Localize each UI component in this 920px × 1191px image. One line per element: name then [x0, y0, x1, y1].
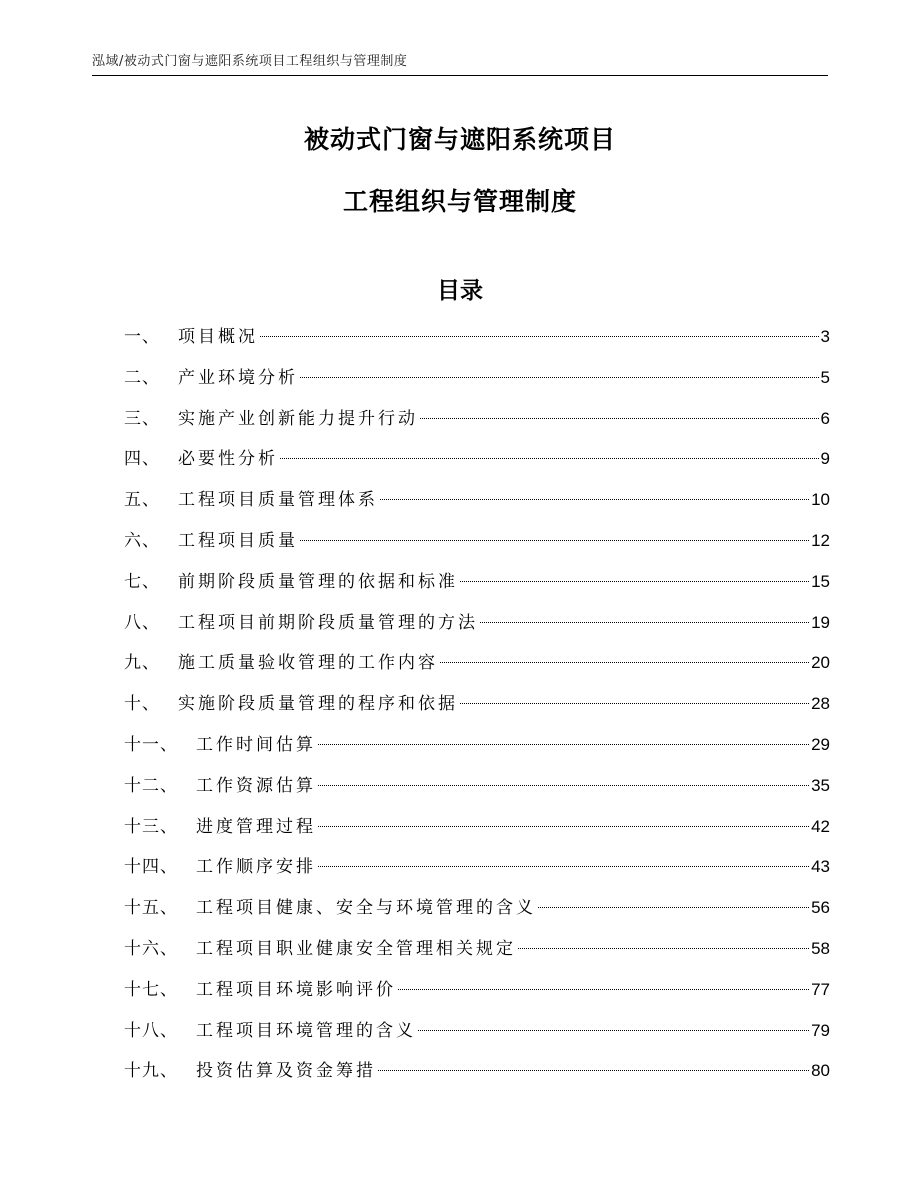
- toc-entry-number: 十、: [124, 694, 160, 715]
- dot-leader: [318, 744, 809, 745]
- toc-entry-page: 42: [811, 816, 830, 836]
- toc-entry-label: 工作顺序安排: [196, 857, 316, 878]
- toc-entry-number: 十七、: [124, 979, 178, 1000]
- toc-entry-page: 3: [820, 327, 830, 346]
- toc-entry-number: 三、: [124, 408, 160, 429]
- dot-leader: [300, 540, 809, 541]
- toc-entry-number: 八、: [124, 612, 160, 633]
- toc-entry-label: 进度管理过程: [196, 816, 316, 837]
- toc-entry[interactable]: [124, 485, 830, 526]
- toc-entry[interactable]: [124, 404, 830, 445]
- toc-entry-page: 10: [811, 490, 830, 510]
- toc-entry[interactable]: [124, 689, 830, 730]
- dot-leader: [440, 662, 809, 663]
- toc-entry-number: 四、: [124, 449, 160, 470]
- toc-entry-number: 十三、: [124, 816, 178, 837]
- toc-entry-page: 29: [811, 734, 830, 754]
- toc-entry[interactable]: [124, 363, 830, 404]
- toc-entry-page: 19: [811, 612, 830, 632]
- toc-entry-page: 12: [811, 530, 830, 550]
- toc-entry[interactable]: [124, 444, 830, 485]
- dot-leader: [480, 622, 809, 623]
- dot-leader: [318, 826, 809, 827]
- toc-entry-label: 产业环境分析: [178, 367, 298, 388]
- toc-entry-label: 投资估算及资金筹措: [196, 1061, 376, 1082]
- toc-entry-page: 35: [811, 775, 830, 795]
- toc-entry-number: 五、: [124, 490, 160, 511]
- toc-entry-label: 工程项目质量: [178, 530, 298, 551]
- toc-entry[interactable]: [124, 648, 830, 689]
- toc-entry-label: 实施阶段质量管理的程序和依据: [178, 694, 458, 715]
- dot-leader: [460, 581, 809, 582]
- toc-entry-number: 十五、: [124, 898, 178, 919]
- dot-leader: [380, 499, 809, 500]
- toc-entry-page: 6: [820, 408, 830, 428]
- toc-entry-page: 80: [811, 1061, 830, 1081]
- toc-entry[interactable]: [124, 1016, 830, 1057]
- document-title-line-2: 工程组织与管理制度: [342, 187, 577, 216]
- dot-leader: [280, 458, 819, 459]
- toc-entry-page: 15: [811, 571, 830, 591]
- toc-entry-label: 必要性分析: [178, 449, 278, 470]
- toc-entry-label: 工程项目质量管理体系: [178, 490, 378, 511]
- dot-leader: [418, 1030, 809, 1031]
- toc-entry[interactable]: [124, 893, 830, 934]
- toc-entry-number: 十四、: [124, 857, 178, 878]
- toc-entry[interactable]: [124, 730, 830, 771]
- dot-leader: [518, 948, 809, 949]
- toc-entry-label: 工程项目职业健康安全管理相关规定: [196, 938, 516, 959]
- toc-entry-number: 一、: [124, 327, 160, 347]
- toc-entry-number: 七、: [124, 571, 160, 592]
- dot-leader: [260, 336, 819, 337]
- toc-entry-page: 79: [811, 1020, 830, 1040]
- toc-entry-number: 十二、: [124, 775, 178, 796]
- toc-entry-number: 二、: [124, 367, 160, 388]
- toc-entry-number: 九、: [124, 653, 160, 674]
- toc-entry-page: 20: [811, 653, 830, 673]
- toc-entry-page: 5: [820, 367, 830, 387]
- table-of-contents: [124, 322, 830, 1097]
- toc-entry-label: 工程项目环境管理的含义: [196, 1020, 416, 1041]
- toc-entry-number: 十九、: [124, 1061, 178, 1082]
- toc-entry-label: 施工质量验收管理的工作内容: [178, 653, 438, 674]
- toc-entry-number: 六、: [124, 530, 160, 551]
- toc-entry[interactable]: [124, 1056, 830, 1097]
- toc-heading: 目录: [437, 278, 483, 304]
- toc-entry[interactable]: [124, 526, 830, 567]
- toc-entry[interactable]: [124, 771, 830, 812]
- dot-leader: [398, 989, 809, 990]
- toc-entry-number: 十一、: [124, 734, 178, 755]
- running-header: 泓域/被动式门窗与遮阳系统项目工程组织与管理制度: [92, 50, 828, 76]
- toc-entry-number: 十八、: [124, 1020, 178, 1041]
- toc-entry-page: 56: [811, 898, 830, 918]
- toc-entry-page: 43: [811, 857, 830, 877]
- toc-entry-label: 工程项目前期阶段质量管理的方法: [178, 612, 478, 633]
- toc-entry-label: 工作时间估算: [196, 734, 316, 755]
- dot-leader: [300, 377, 819, 378]
- document-title-line-1: 被动式门窗与遮阳系统项目: [303, 125, 616, 154]
- toc-entry-page: 77: [811, 979, 830, 999]
- toc-entry-label: 项目概况: [178, 327, 258, 347]
- toc-entry-number: 十六、: [124, 938, 178, 959]
- dot-leader: [460, 703, 809, 704]
- toc-entry-label: 工程项目环境影响评价: [196, 979, 396, 1000]
- toc-entry-page: 9: [820, 449, 830, 469]
- toc-entry[interactable]: [124, 322, 830, 363]
- toc-entry-label: 工作资源估算: [196, 775, 316, 796]
- toc-entry[interactable]: [124, 812, 830, 853]
- dot-leader: [538, 907, 809, 908]
- dot-leader: [318, 866, 809, 867]
- toc-entry[interactable]: [124, 975, 830, 1016]
- toc-entry-label: 前期阶段质量管理的依据和标准: [178, 571, 458, 592]
- dot-leader: [318, 785, 809, 786]
- toc-entry-page: 28: [811, 694, 830, 714]
- toc-entry[interactable]: [124, 608, 830, 649]
- toc-entry-page: 58: [811, 938, 830, 958]
- toc-entry[interactable]: [124, 567, 830, 608]
- toc-entry[interactable]: [124, 934, 830, 975]
- toc-entry-label: 实施产业创新能力提升行动: [178, 408, 418, 429]
- dot-leader: [420, 418, 819, 419]
- toc-entry[interactable]: [124, 852, 830, 893]
- dot-leader: [378, 1070, 809, 1071]
- toc-entry-label: 工程项目健康、安全与环境管理的含义: [196, 898, 536, 919]
